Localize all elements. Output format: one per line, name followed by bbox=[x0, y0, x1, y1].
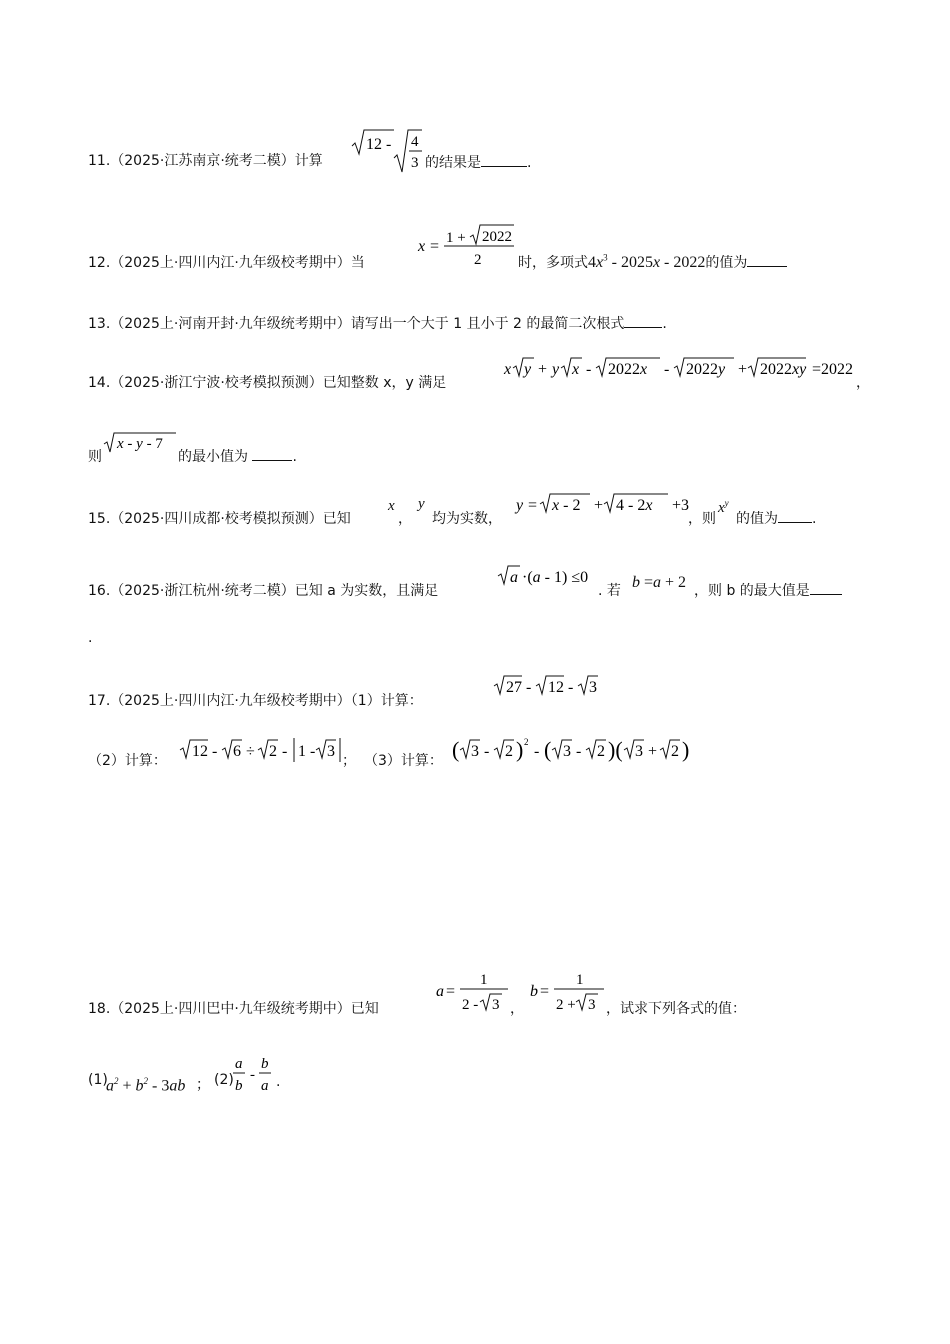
q15-power: $x^y$ bbox=[718, 498, 729, 516]
svg-text:a: a bbox=[436, 983, 444, 1000]
svg-text:a: a bbox=[510, 569, 518, 586]
q13-answer-blank[interactable] bbox=[624, 315, 662, 328]
svg-text:-: - bbox=[576, 743, 582, 760]
q16-number: 16. bbox=[88, 583, 111, 599]
q17-number: 17. bbox=[88, 693, 111, 709]
svg-text:3: 3 bbox=[492, 997, 500, 1013]
svg-text:-: - bbox=[484, 743, 490, 760]
q18-separator: ； bbox=[196, 1077, 210, 1093]
q15-source: （2025·四川成都·校考模拟预测） bbox=[110, 511, 323, 527]
svg-text:12: 12 bbox=[192, 743, 208, 760]
q13-source: （2025上·河南开封·九年级统考期中） bbox=[110, 316, 351, 332]
q18-source: （2025上·四川巴中·九年级统考期中） bbox=[110, 1001, 351, 1017]
q17-part3-label: （3）计算： bbox=[364, 753, 443, 769]
svg-text:3: 3 bbox=[563, 743, 571, 760]
svg-text:+: + bbox=[648, 743, 658, 760]
svg-text:2 +: 2 + bbox=[556, 997, 576, 1013]
q17-part2-expression bbox=[180, 736, 350, 766]
q16-inequality bbox=[498, 562, 602, 588]
q15-answer-blank[interactable] bbox=[778, 510, 812, 523]
svg-text:a: a bbox=[261, 1078, 269, 1094]
q15-end: . bbox=[812, 511, 817, 527]
question-17 bbox=[88, 690, 423, 710]
q18-end: . bbox=[276, 1074, 281, 1090]
q14-line2-tail bbox=[178, 446, 297, 466]
svg-text:2: 2 bbox=[474, 252, 482, 268]
svg-text:b: b bbox=[530, 983, 538, 1000]
svg-text:3: 3 bbox=[471, 743, 479, 760]
question-18 bbox=[88, 998, 379, 1018]
q12-polynomial: $4x^3 - 2025x - 2022$ bbox=[588, 252, 706, 271]
q16-text: 已知 a 为实数，且满足 bbox=[294, 583, 439, 599]
svg-text:=2022: =2022 bbox=[812, 361, 854, 378]
q18-number: 18. bbox=[88, 1001, 111, 1017]
svg-text:-: - bbox=[664, 361, 670, 378]
q13-number: 13. bbox=[88, 316, 111, 332]
q14-answer-blank[interactable] bbox=[252, 448, 292, 461]
q18-tail: ，试求下列各式的值： bbox=[606, 1001, 746, 1017]
svg-text:·(a - 1) ≤0: ·(a - 1) ≤0 bbox=[522, 569, 589, 586]
q12-tail bbox=[518, 252, 787, 272]
svg-text:): ) bbox=[682, 737, 690, 762]
svg-text:+: + bbox=[538, 361, 548, 378]
question-11 bbox=[88, 150, 323, 170]
svg-text:2022: 2022 bbox=[482, 229, 512, 245]
q14-root-expression bbox=[102, 430, 180, 456]
svg-text:2: 2 bbox=[671, 743, 679, 760]
q14-source: （2025·浙江宁波·校考模拟预测） bbox=[110, 375, 323, 391]
svg-text:27: 27 bbox=[506, 679, 522, 696]
q17-part1-label: （1）计算： bbox=[350, 693, 423, 709]
svg-text:y: y bbox=[552, 361, 560, 378]
q17-separator: ； bbox=[342, 753, 356, 769]
svg-text:-: - bbox=[282, 743, 288, 760]
svg-text:2: 2 bbox=[524, 737, 529, 747]
svg-text:x - y - 7: x - y - 7 bbox=[117, 436, 163, 452]
q14-line2-start: 则 bbox=[88, 449, 102, 465]
svg-text:2022xy: 2022xy bbox=[760, 361, 807, 378]
q17-part2-label: （2）计算： bbox=[88, 753, 167, 769]
svg-text:-: - bbox=[568, 679, 574, 696]
question-14 bbox=[88, 372, 446, 392]
svg-text:2: 2 bbox=[505, 743, 513, 760]
q11-end: . bbox=[527, 155, 532, 171]
q16-mid: . 若 bbox=[598, 583, 621, 599]
q17-part3-expression bbox=[452, 734, 692, 768]
question-12 bbox=[88, 252, 365, 272]
svg-text:)(: )( bbox=[608, 737, 623, 762]
svg-text:3: 3 bbox=[589, 679, 597, 696]
q14-end: . bbox=[292, 449, 297, 465]
svg-text:2: 2 bbox=[597, 743, 605, 760]
svg-text:x: x bbox=[572, 361, 580, 378]
svg-text:-: - bbox=[386, 136, 392, 153]
svg-text:÷: ÷ bbox=[246, 743, 255, 760]
q18-a-definition bbox=[434, 966, 512, 1014]
q15-tail bbox=[736, 508, 816, 528]
q15-equation bbox=[516, 490, 690, 518]
svg-text:=: = bbox=[446, 983, 456, 1000]
q16-b-equation: b =a + 2 bbox=[632, 574, 687, 591]
q16-source: （2025·浙江杭州·统考二模） bbox=[110, 583, 295, 599]
question-16 bbox=[88, 580, 438, 600]
q12-answer-blank[interactable] bbox=[747, 254, 787, 267]
q17-source: （2025上·四川内江·九年级校考期中） bbox=[110, 693, 351, 709]
q15-tail-text: 的值为 bbox=[736, 511, 778, 527]
q11-expression bbox=[350, 124, 425, 176]
svg-text:3: 3 bbox=[327, 743, 335, 760]
q11-tail bbox=[425, 152, 531, 172]
q16-end: . bbox=[88, 630, 93, 646]
svg-text:3: 3 bbox=[411, 155, 419, 171]
svg-text:-: - bbox=[250, 1067, 255, 1083]
q18-part2-expression bbox=[232, 1052, 282, 1098]
svg-text:=: = bbox=[540, 983, 550, 1000]
svg-text:1 +: 1 + bbox=[446, 230, 466, 246]
q13-text: 请写出一个大于 1 且小于 2 的最简二次根式 bbox=[350, 316, 625, 332]
q16-tail bbox=[694, 580, 842, 600]
question-13 bbox=[88, 313, 667, 333]
svg-text:4 - 2x: 4 - 2x bbox=[616, 497, 653, 514]
q11-answer-blank[interactable] bbox=[481, 154, 527, 167]
q12-tail-text: 的值为 bbox=[705, 255, 748, 271]
svg-text:2022x: 2022x bbox=[608, 361, 648, 378]
q15-number: 15. bbox=[88, 511, 111, 527]
svg-text:y: y bbox=[516, 497, 524, 514]
svg-text:3: 3 bbox=[635, 743, 643, 760]
svg-text:+: + bbox=[594, 497, 604, 514]
svg-text:4: 4 bbox=[411, 134, 419, 150]
question-15 bbox=[88, 508, 351, 528]
svg-text:-: - bbox=[526, 679, 532, 696]
q14-line2-text: 的最小值为 bbox=[178, 449, 248, 465]
q18-comma: ， bbox=[510, 1001, 524, 1017]
svg-text:=: = bbox=[430, 238, 440, 255]
q12-source: （2025上·四川内江·九年级校考期中） bbox=[110, 255, 351, 271]
svg-text:b: b bbox=[261, 1056, 269, 1072]
svg-text:1: 1 bbox=[480, 972, 488, 988]
svg-text:x - 2: x - 2 bbox=[552, 497, 581, 514]
q14-line2 bbox=[88, 446, 102, 466]
q12-number: 12. bbox=[88, 255, 111, 271]
svg-text:2022y: 2022y bbox=[686, 361, 726, 378]
q18-text: 已知 bbox=[350, 1001, 379, 1017]
svg-text:-: - bbox=[534, 743, 540, 760]
q17-part1-expression bbox=[494, 672, 606, 698]
svg-text:a: a bbox=[235, 1056, 243, 1072]
q18-part2-label: (2) bbox=[214, 1072, 234, 1088]
svg-text:-: - bbox=[586, 361, 592, 378]
q16-answer-blank[interactable] bbox=[810, 582, 842, 595]
svg-text:12: 12 bbox=[366, 136, 382, 153]
svg-text:x: x bbox=[504, 361, 512, 378]
q12-mid-text: 时，多项式 bbox=[518, 255, 588, 271]
q18-part1-expression: $a^2 + b^2 - 3ab$ bbox=[106, 1076, 186, 1095]
svg-text:x: x bbox=[418, 238, 426, 255]
svg-text:1: 1 bbox=[576, 972, 584, 988]
svg-text:(: ( bbox=[544, 737, 552, 762]
svg-text:2: 2 bbox=[269, 743, 277, 760]
q15-mid2: 均为实数， bbox=[432, 511, 502, 527]
q18-b-definition bbox=[528, 966, 608, 1014]
q15-y-symbol: y bbox=[418, 496, 425, 512]
q14-equation bbox=[504, 354, 860, 382]
svg-text:12: 12 bbox=[548, 679, 564, 696]
q15-mid1: ， bbox=[398, 511, 412, 527]
svg-text:=: = bbox=[528, 497, 538, 514]
svg-text:(: ( bbox=[452, 737, 460, 762]
svg-text:1 -: 1 - bbox=[298, 743, 316, 760]
svg-text:-: - bbox=[212, 743, 218, 760]
svg-text:3: 3 bbox=[588, 997, 596, 1013]
q14-comma: ， bbox=[856, 375, 870, 391]
q11-tail-text: 的结果是 bbox=[425, 155, 481, 171]
q11-source: （2025·江苏南京·统考二模） bbox=[110, 153, 295, 169]
svg-text:6: 6 bbox=[233, 743, 241, 760]
q15-x-symbol: x bbox=[388, 498, 395, 514]
q11-number: 11. bbox=[88, 153, 111, 169]
q12-x-equation bbox=[416, 222, 516, 270]
q14-number: 14. bbox=[88, 375, 111, 391]
svg-text:2 -: 2 - bbox=[462, 997, 479, 1013]
svg-text:+3: +3 bbox=[672, 497, 690, 514]
q16-tail-text: ，则 b 的最大值是 bbox=[694, 583, 810, 599]
q15-text: 已知 bbox=[322, 511, 351, 527]
q18-part1-label: (1) bbox=[88, 1072, 108, 1088]
q14-text: 已知整数 x，y 满足 bbox=[322, 375, 447, 391]
svg-text:+: + bbox=[738, 361, 748, 378]
q15-mid3: ，则 bbox=[688, 511, 716, 527]
svg-text:y: y bbox=[524, 361, 532, 378]
q13-end: . bbox=[662, 316, 667, 332]
q12-text: 当 bbox=[350, 255, 365, 271]
svg-text:b: b bbox=[235, 1078, 243, 1094]
q11-text: 计算 bbox=[294, 153, 323, 169]
svg-text:): ) bbox=[516, 737, 524, 762]
